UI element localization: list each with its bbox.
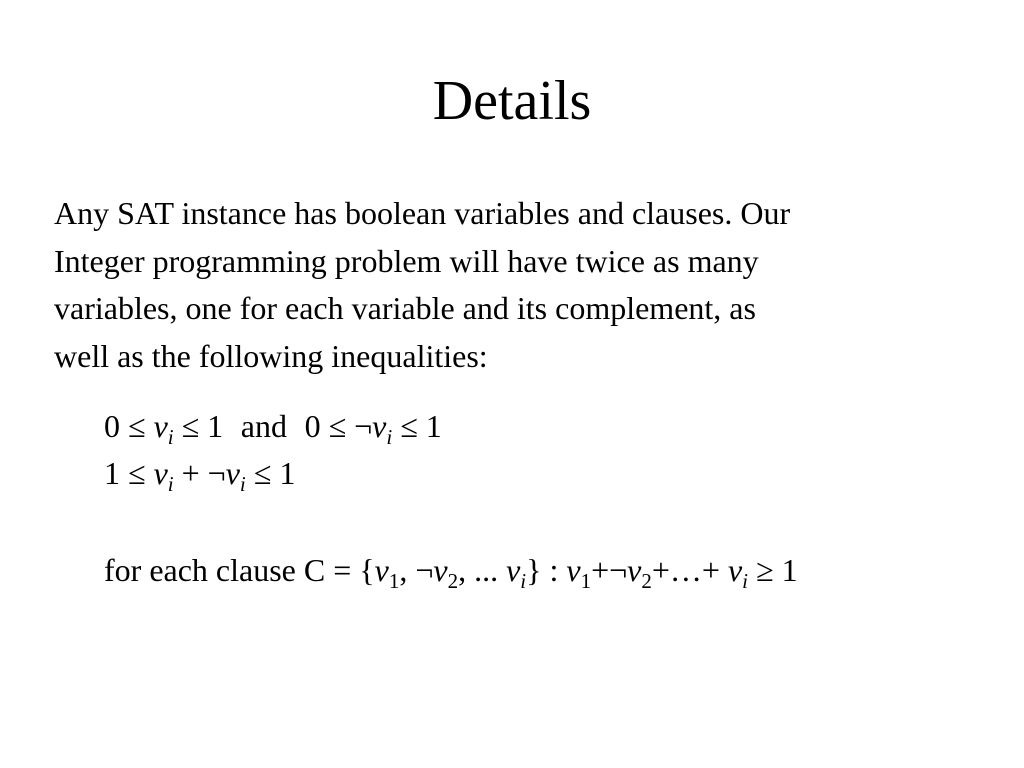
and-word: and (240, 408, 287, 444)
negation-symbol: ¬ (354, 408, 373, 444)
math-subscript: i (167, 425, 174, 449)
geq-symbol: ≥ (756, 552, 774, 588)
body-paragraph (54, 190, 1014, 380)
math-subscript: 1 (580, 569, 592, 593)
clause-prefix: for each clause C = { (104, 552, 375, 588)
inequality-complement (104, 450, 295, 497)
leq-symbol: ≤ (128, 408, 146, 444)
paragraph-line: Any SAT instance has boolean variables and clauses. Our (54, 195, 791, 231)
inequality-clause (104, 547, 798, 594)
math-subscript: i (520, 569, 527, 593)
math-variable: v (225, 455, 240, 491)
math-variable: v (627, 552, 642, 588)
plus-symbol: + (181, 455, 200, 491)
math-subscript: i (239, 472, 246, 496)
math-variable: v (153, 408, 168, 444)
paragraph-line: variables, one for each variable and its complement, as (54, 290, 756, 326)
math-number: 0 (304, 408, 321, 444)
paragraph-line: Integer programming problem will have twice as many (54, 242, 759, 279)
leq-symbol: ≤ (181, 408, 200, 444)
negation-symbol: ¬ (609, 552, 628, 588)
math-number: 1 (279, 455, 296, 491)
math-number: 1 (104, 455, 120, 491)
paragraph-line: well as the following inequalities: (54, 337, 488, 374)
leq-symbol: ≤ (128, 455, 146, 491)
negation-symbol: ¬ (207, 455, 226, 491)
math-number: 1 (425, 408, 442, 444)
math-number: 0 (104, 408, 120, 444)
math-subscript: 2 (447, 569, 459, 593)
math-subscript: 2 (641, 569, 652, 593)
math-variable: v (433, 552, 448, 588)
plus-symbol: + (591, 552, 610, 588)
ellipsis-plus: +…+ (651, 552, 728, 588)
leq-symbol: ≤ (400, 408, 418, 444)
close-colon: } : (526, 552, 567, 588)
math-subscript: 1 (388, 569, 400, 593)
math-variable: v (374, 552, 389, 588)
math-variable: v (153, 455, 168, 491)
math-number: 1 (781, 552, 798, 588)
dots: , ... (458, 552, 507, 588)
math-subscript: i (742, 569, 749, 593)
comma: , (399, 552, 416, 588)
math-variable: v (372, 408, 387, 444)
leq-symbol: ≤ (328, 408, 347, 444)
math-variable: v (506, 552, 521, 588)
math-number: 1 (207, 408, 224, 444)
math-variable: v (566, 552, 581, 588)
math-subscript: i (386, 425, 393, 449)
slide-title: Details (432, 70, 592, 132)
math-variable: v (727, 552, 743, 588)
math-subscript: i (167, 472, 174, 496)
inequality-bounds (104, 403, 442, 450)
negation-symbol: ¬ (415, 552, 434, 588)
leq-symbol: ≤ (253, 455, 272, 491)
